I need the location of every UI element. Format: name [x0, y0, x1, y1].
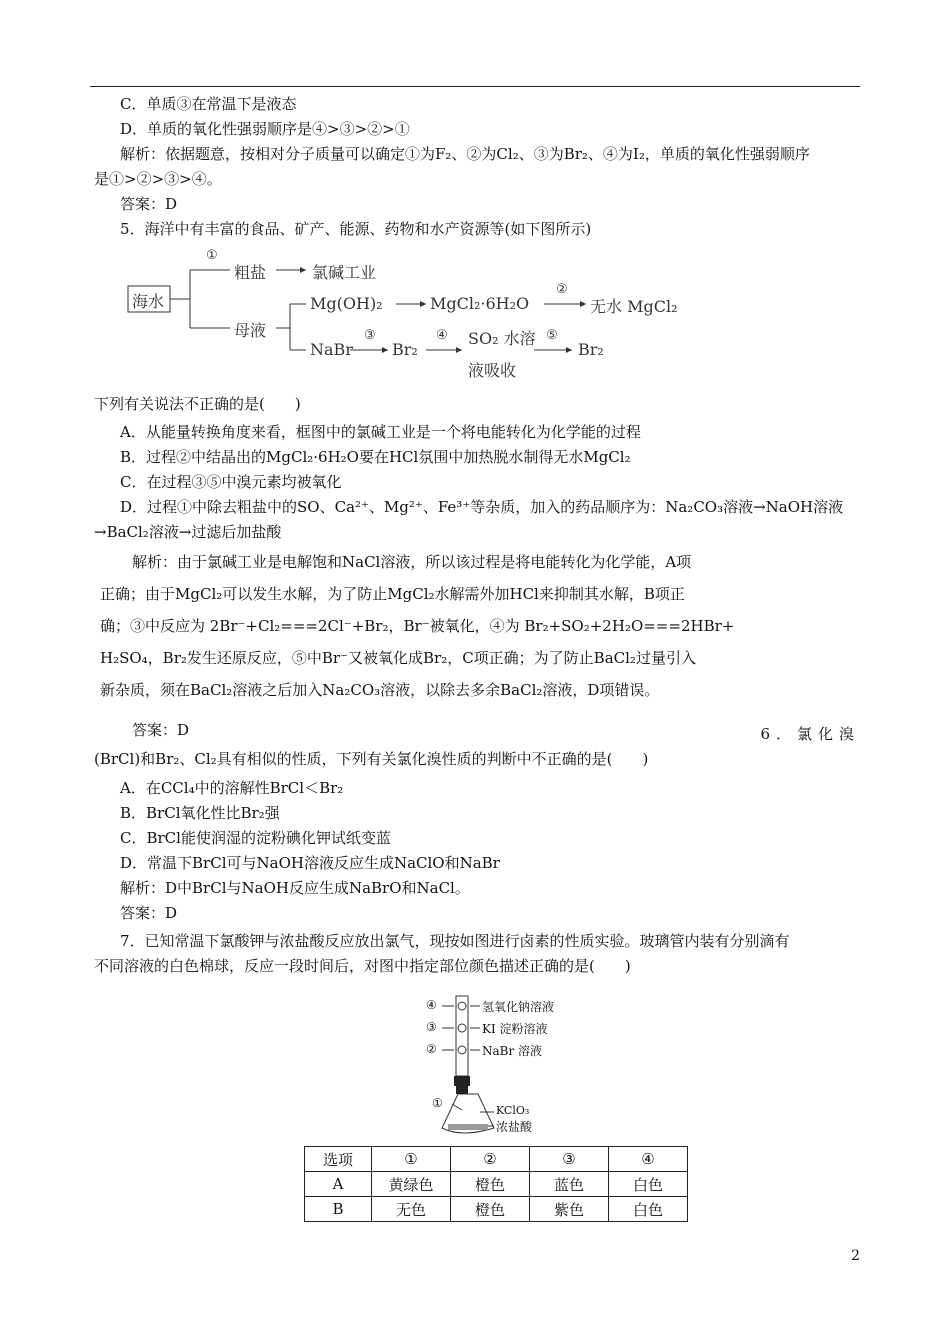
app-nabr: NaBr 溶液	[482, 1044, 543, 1058]
analysis-4-a: 解析：依据题意，按相对分子质量可以确定①为F₂、②为Cl₂、③为Br₂、④为I₂，单质的氧化性强弱顺序	[120, 145, 810, 163]
table-cell: B	[305, 1197, 372, 1222]
table-header-cell: ②	[451, 1147, 530, 1172]
q6-choice-b: B．BrCl氧化性比Br₂强	[120, 804, 280, 822]
chlor-alkali: 氯碱工业	[312, 263, 377, 282]
bromine-2: Br₂	[578, 340, 604, 359]
table-header-cell: ③	[530, 1147, 609, 1172]
answer-4: 答案：D	[120, 195, 178, 213]
nabr: NaBr	[310, 340, 353, 359]
table-cell: 白色	[609, 1197, 688, 1222]
analysis-6: 解析：D中BrCl与NaOH反应生成NaBrO和NaCl。	[120, 879, 470, 897]
table-header-cell: ④	[609, 1147, 688, 1172]
question-6-number: 6．氯化溴	[760, 725, 860, 743]
mg-hydroxide: Mg(OH)₂	[310, 294, 383, 313]
app-label-2: ②	[426, 1042, 437, 1056]
header-rule	[90, 86, 860, 87]
analysis-5-line-5: 新杂质，须在BaCl₂溶液之后加入Na₂CO₃溶液，以除去多余BaCl₂溶液，D项错误。	[100, 681, 660, 699]
app-hcl: 浓盐酸	[496, 1120, 533, 1134]
app-label-4: ④	[426, 998, 437, 1012]
analysis-4-b: 是①>②>③>④。	[94, 170, 222, 188]
table-cell: A	[305, 1172, 372, 1197]
seawater-box-label: 海水	[132, 292, 165, 311]
question-5: 5．海洋中有丰富的食品、矿产、能源、药物和水产资源等(如下图所示)	[120, 220, 592, 238]
answer-5: 答案：D	[132, 721, 190, 739]
question-7-line-2: 不同溶液的白色棉球，反应一段时间后，对图中指定部位颜色描述正确的是( )	[94, 957, 631, 975]
app-naoh: 氢氧化钠溶液	[482, 1000, 555, 1014]
liquid-absorb: 液吸收	[468, 361, 517, 380]
table-header-cell: 选项	[305, 1147, 372, 1172]
q6-choice-c: C．BrCl能使润湿的淀粉碘化钾试纸变蓝	[120, 829, 391, 847]
table-cell: 橙色	[451, 1197, 530, 1222]
table-cell: 橙色	[451, 1172, 530, 1197]
step-2-label: ②	[556, 282, 568, 297]
q6-choice-a: A．在CCl₄中的溶解性BrCl＜Br₂	[120, 779, 344, 797]
anhydrous-mgcl: 无水 MgCl₂	[590, 297, 678, 316]
step-1-label: ①	[206, 248, 218, 263]
analysis-5-line-4: H₂SO₄，Br₂发生还原反应，⑤中Br⁻又被氧化成Br₂，C项正确；为了防止BaCl₂过量引入	[100, 649, 696, 667]
table-cell: 白色	[609, 1172, 688, 1197]
table-cell: 蓝色	[530, 1172, 609, 1197]
app-label-3: ③	[426, 1020, 437, 1034]
step-3-label: ③	[364, 328, 376, 343]
question-7-line-1: 7．已知常温下氯酸钾与浓盐酸反应放出氯气，现按如图进行卤素的性质实验。玻璃管内装有分别滴有	[120, 932, 790, 950]
page-number: 2	[851, 1248, 860, 1264]
q5-choice-d-2: →BaCl₂溶液→过滤后加盐酸	[94, 523, 282, 541]
analysis-5-line-2: 正确；由于MgCl₂可以发生水解，为了防止MgCl₂水解需外加HCl来抑制其水解，B项正	[100, 585, 685, 603]
answer-6: 答案：D	[120, 904, 178, 922]
analysis-5-line-1: 解析：由于氯碱工业是电解饱和NaCl溶液，所以该过程是将电能转化为化学能，A项	[132, 553, 692, 571]
halogen-apparatus	[420, 994, 620, 1144]
mother-liquor: 母液	[234, 321, 267, 340]
table-header-cell: ①	[372, 1147, 451, 1172]
choice-c: C．单质③在常温下是液态	[120, 95, 297, 113]
table-header-row	[305, 1147, 688, 1172]
app-ki-starch: KI 淀粉溶液	[482, 1022, 548, 1036]
table-row	[305, 1197, 688, 1222]
q5-choice-b: B．过程②中结晶出的MgCl₂·6H₂O要在HCl氛围中加热脱水制得无水MgCl₂	[120, 448, 631, 466]
bromine-1: Br₂	[392, 340, 418, 359]
q5-choice-c: C．在过程③⑤中溴元素均被氧化	[120, 473, 342, 491]
step-4-label: ④	[436, 328, 448, 343]
question-5-ask: 下列有关说法不正确的是( )	[94, 395, 301, 413]
options-table	[304, 1146, 688, 1222]
choice-d: D．单质的氧化性强弱顺序是④>③>②>①	[120, 120, 410, 138]
q5-choice-a: A．从能量转换角度来看，框图中的氯碱工业是一个将电能转化为化学能的过程	[120, 423, 641, 441]
seawater-flow-diagram	[126, 244, 746, 384]
table-row	[305, 1172, 688, 1197]
analysis-5-line-3: 确；③中反应为 2Br⁻+Cl₂===2Cl⁻+Br₂，Br⁻被氧化，④为 Br₂+SO₂+2H₂O===2HBr+	[100, 617, 735, 635]
so2-solution: SO₂ 水溶	[468, 329, 536, 348]
mgcl-hydrate: MgCl₂·6H₂O	[430, 294, 530, 313]
question-6: (BrCl)和Br₂、Cl₂具有相似的性质，下列有关氯化溴性质的判断中不正确的是( )	[94, 750, 649, 768]
app-kclo3: KClO₃	[496, 1104, 530, 1117]
table-cell: 无色	[372, 1197, 451, 1222]
step-5-label: ⑤	[546, 328, 558, 343]
crude-salt: 粗盐	[234, 263, 267, 282]
q5-choice-d-1: D．过程①中除去粗盐中的SO、Ca²⁺、Mg²⁺、Fe³⁺等杂质，加入的药品顺序为：Na₂CO₃溶液→NaOH溶液	[120, 498, 844, 516]
table-cell: 黄绿色	[372, 1172, 451, 1197]
app-label-1: ①	[432, 1096, 443, 1110]
q6-choice-d: D．常温下BrCl可与NaOH溶液反应生成NaClO和NaBr	[120, 854, 500, 872]
table-cell: 紫色	[530, 1197, 609, 1222]
